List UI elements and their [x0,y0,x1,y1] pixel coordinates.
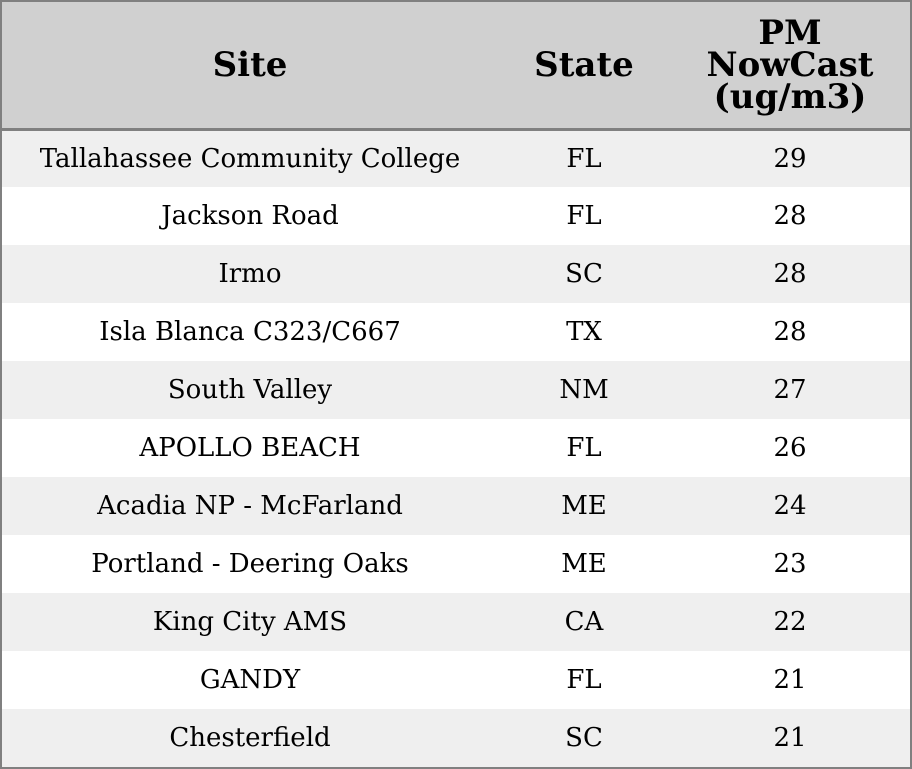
header-row [2,2,910,129]
table-row [2,477,910,535]
cell-state: CA [564,607,604,637]
cell-pm: 26 [773,433,807,463]
cell-state: ME [561,549,607,579]
pm-header-line-2: NowCast [706,44,874,85]
cell-state: NM [559,375,609,405]
cell-state: SC [565,723,603,753]
column-header-pm-nowcast [670,2,910,129]
data-table [2,2,910,767]
table-row [2,593,910,651]
table-row [2,419,910,477]
cell-state: FL [566,433,602,463]
cell-pm: 22 [773,607,807,637]
cell-pm: 28 [773,317,807,347]
cell-pm: 28 [773,201,807,231]
cell-site: Acadia NP - McFarland [97,491,403,521]
cell-pm: 21 [773,723,807,753]
table-body [2,129,910,767]
cell-site: Irmo [218,259,282,289]
table-row [2,187,910,245]
table-header [2,2,910,129]
cell-pm: 27 [773,375,807,405]
cell-state: FL [566,201,602,231]
cell-site: Tallahassee Community College [39,143,461,174]
cell-state: FL [566,143,602,174]
cell-state: SC [565,259,603,289]
cell-site: King City AMS [152,607,348,637]
table-row [2,361,910,419]
cell-pm: 23 [773,549,807,579]
table-row [2,535,910,593]
cell-site: Chesterfield [169,723,331,753]
cell-site: Jackson Road [161,201,339,231]
cell-site: Isla Blanca C323/C667 [99,317,401,347]
cell-site: APOLLO BEACH [139,433,361,463]
cell-pm: 21 [773,665,807,695]
table-row [2,651,910,709]
cell-state: FL [566,665,602,695]
table-row [2,303,910,361]
column-header-site: Site [2,2,498,129]
table-row [2,709,910,767]
cell-state: ME [561,491,607,521]
column-header-state: State [498,2,670,129]
cell-pm: 29 [773,143,807,174]
table-row [2,129,910,187]
pm-header-line-3: (ug/m3) [713,76,867,117]
cell-pm: 24 [773,491,807,521]
cell-site: GANDY [199,665,301,695]
cell-state: TX [566,317,602,347]
cell-site: Portland - Deering Oaks [91,549,409,579]
cell-site: South Valley [167,375,333,405]
pm-header-line-1: PM [758,12,822,53]
cell-pm: 28 [773,259,807,289]
table-row [2,245,910,303]
